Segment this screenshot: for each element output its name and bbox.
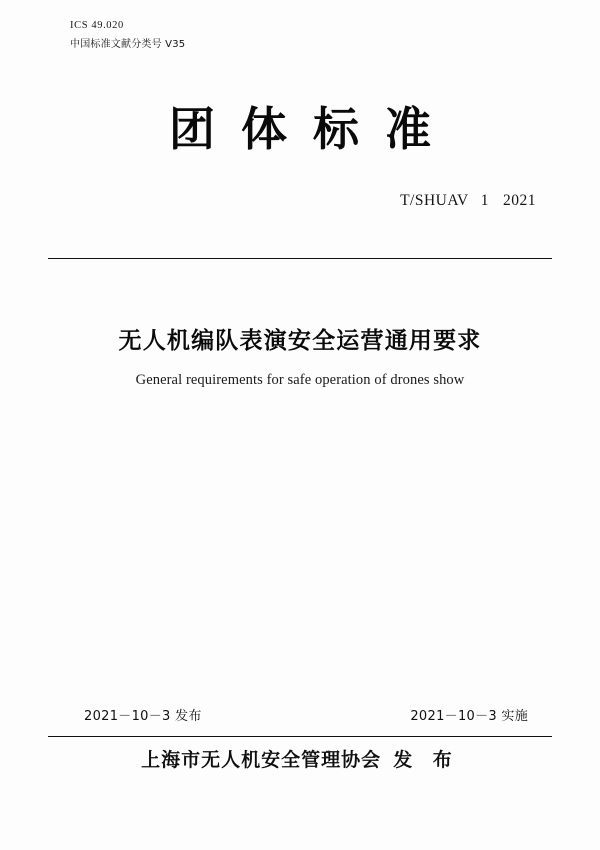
standard-number	[400, 192, 536, 210]
issue-date: 2021－10－3 发布	[84, 709, 202, 724]
classification-codes	[70, 18, 185, 53]
document-title-english: General requirements for safe operation of drones show	[135, 372, 465, 388]
banner-title: 团体标准	[169, 102, 457, 156]
publisher-line	[0, 745, 600, 772]
ics-code: ICS 49.020	[70, 20, 124, 31]
publisher-name: 上海市无人机安全管理协会	[141, 749, 382, 771]
ccs-code: 中国标准文献分类号 V35	[70, 39, 186, 51]
standard-number-serial: 1	[480, 192, 489, 209]
footer-divider	[48, 736, 552, 737]
standard-number-year: 2021	[503, 192, 536, 209]
publisher-verb: 发 布	[393, 749, 459, 771]
header-divider	[48, 258, 552, 259]
effective-date: 2021－10－3 实施	[410, 709, 528, 724]
document-title-chinese: 无人机编队表演安全运营通用要求	[118, 328, 482, 354]
standard-number-prefix: T/SHUAV	[400, 192, 469, 209]
